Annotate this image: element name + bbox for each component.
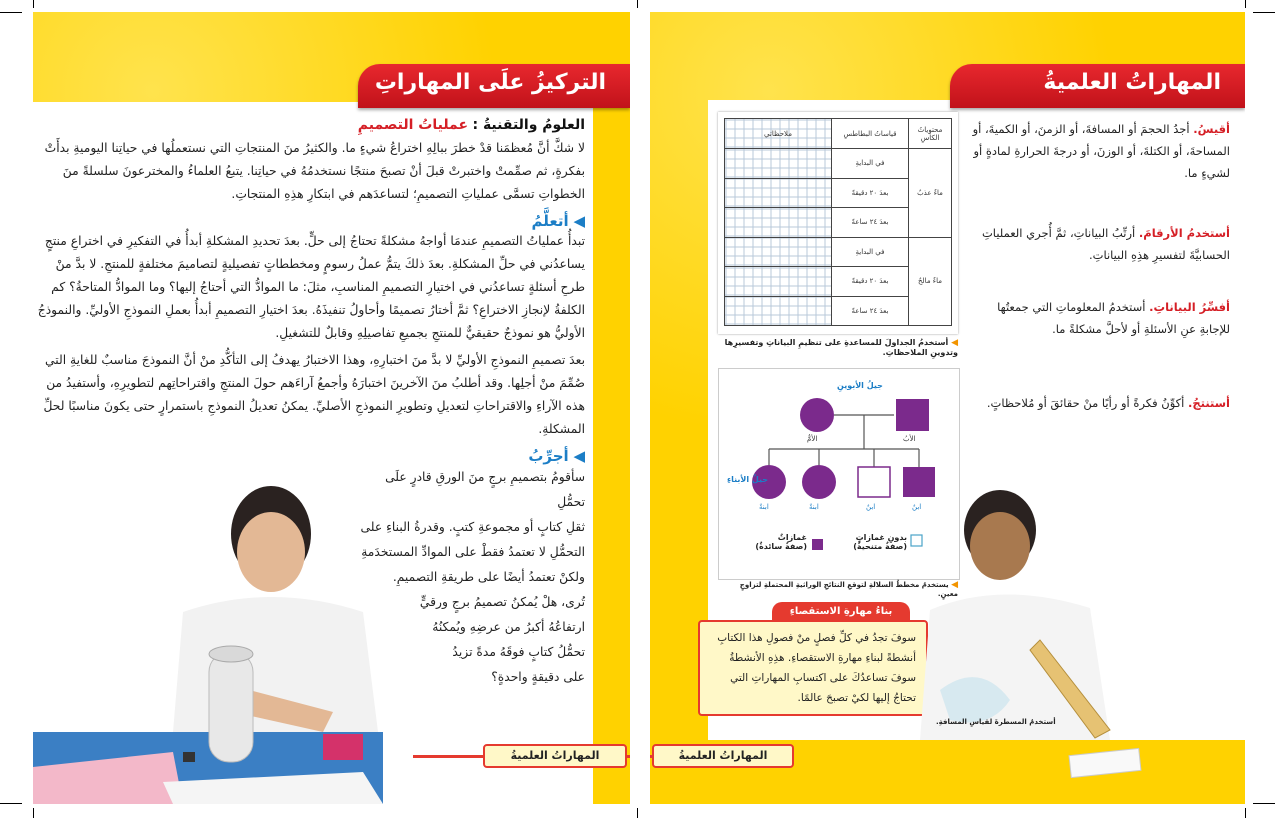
skill-item xyxy=(968,118,1230,222)
try-line: ارتفاعُهُ أكبرُ من عرضِهِ ويُمكنُهُ xyxy=(432,620,585,634)
skill-item xyxy=(968,392,1230,414)
footer-tab xyxy=(483,744,627,768)
table-cell-notes xyxy=(725,149,832,179)
table-header: ملاحظاتي xyxy=(725,119,832,149)
table-cell-notes xyxy=(725,267,832,297)
daughter-symbol xyxy=(802,465,836,499)
data-table xyxy=(724,118,952,326)
table-caption-row xyxy=(718,338,958,357)
mother-symbol xyxy=(800,398,834,432)
build-skill-note xyxy=(698,620,928,716)
try-heading: أجرِّبُ xyxy=(528,447,569,465)
table-cell: بعدَ ٢٤ ساعةً xyxy=(832,296,909,326)
section-heading-main: العلومُ والتقنيةُ : xyxy=(472,117,585,133)
skill-text: أستخدمُ المعلوماتِ التي جمعتُها للإجابةِ عنِ الأسئلةِ أو لأحلَّ مشكلةً ما. xyxy=(997,300,1230,336)
child-label: ابنٌ xyxy=(912,503,922,511)
crop-mark xyxy=(1245,808,1246,818)
try-line: سأقومُ بتصميمِ برجٍ منَ الورقِ قادرٍ علَى تحمُّلِ xyxy=(385,470,585,509)
left-title-bar xyxy=(358,64,630,108)
children-generation-label: جيلُ الأبناءِ xyxy=(727,475,769,484)
crop-mark xyxy=(637,808,638,818)
table-caption: أستخدمُ الجداولَ للمساعدةِ على تنظيمِ البياناتِ وتفسيرِها وتدوينِ الملاحظاتِ. xyxy=(724,338,958,357)
son-symbol xyxy=(858,467,890,497)
data-table-panel xyxy=(718,112,958,334)
parents-generation-label: جيلُ الأبوينِ xyxy=(837,381,883,390)
crop-mark xyxy=(1245,0,1246,8)
build-skill-text: سوفَ تجدُ في كلِّ فصلٍ منْ فصولِ هذا الكتابِ أنشطةً لبناءِ مهارةِ الاستقصاءِ. هذِهِ الأنشطةُ سوفَ تساعدُكَ على اكتسابِ المهاراتِ التي تحتاجُ إليها لكيْ تصبحَ عالمًا. xyxy=(717,632,916,704)
try-line: تحمُّلُ كتابٍ فوقَهُ مدةً تزيدُ xyxy=(452,645,585,659)
right-title-bar xyxy=(950,64,1245,108)
skill-text: أرتِّبُ البياناتِ، ثمَّ أُجري العملياتِ الحسابيَّةَ لتفسيرِ هذِهِ البياناتِ. xyxy=(981,226,1230,262)
crop-mark xyxy=(0,12,22,13)
blue-triangle-icon: ◀ xyxy=(573,447,585,465)
pedigree-caption: يستخدمُ مخططُ السلالةِ لتوقعِ النتائجِ الوراثيةِ المحتملةِ لتزاوجٍ معينٍ. xyxy=(739,581,958,598)
table-cell-notes xyxy=(725,178,832,208)
table-header: محتوياتُ الكأسِ xyxy=(909,119,952,149)
skills-column xyxy=(968,118,1230,414)
blue-triangle-icon: ◀ xyxy=(573,212,585,230)
build-skill-tab xyxy=(772,602,910,622)
learn-heading: أتعلَّمُ xyxy=(531,212,569,230)
father-symbol xyxy=(896,399,929,431)
footer-label: المهاراتُ العلميةُ xyxy=(510,749,600,762)
skill-text: أجدُ الحجمَ أو المسافةَ، أو الزمنَ، أو الكميةَ، أو المساحةَ، أو الكتلةَ، أو الوزنَ، أو درجةَ الحرارةِ لمادةٍ أو لشيءٍ ما. xyxy=(972,122,1230,180)
table-header-row xyxy=(725,119,952,149)
legend-recessive-label: بدونِ غمازاتٍ (صفةٌ متنحيةٌ) xyxy=(853,533,907,551)
skill-item xyxy=(968,222,1230,296)
skill-name: أفسِّرُ البياناتِ. xyxy=(1149,300,1230,314)
table-cell-notes xyxy=(725,237,832,267)
orange-triangle-icon: ◀ xyxy=(951,338,958,348)
table-row xyxy=(725,237,952,267)
try-heading-row xyxy=(33,447,585,465)
photo-caption: أستخدمُ المسطرةَ لقياسِ المسافةِ. xyxy=(936,718,1056,726)
table-cell-notes xyxy=(725,208,832,238)
crop-mark xyxy=(1253,803,1275,804)
mother-label: الأمُّ xyxy=(807,435,818,443)
left-page xyxy=(33,12,630,804)
footer-label: المهاراتُ العلميةُ xyxy=(678,749,768,762)
legend-dominant-swatch xyxy=(812,539,823,550)
footer-tab xyxy=(652,744,794,768)
build-skill-title: بناءُ مهارةِ الاستقصاءِ xyxy=(789,606,893,617)
section-heading-topic: عملياتُ التصميمِ xyxy=(357,117,469,133)
page-title: التركيزُ علَى المهاراتِ xyxy=(374,70,606,95)
table-cell: بعدَ ٢٤ ساعةً xyxy=(832,208,909,238)
learn-paragraph-1: تبدأُ عملياتُ التصميمِ عندمَا أواجهُ مشكلةً تحتاجُ إلى حلٍّ. بعدَ تحديدِ المشكلةِ أبدأُ في التفكيرِ في اختراعِ منتجٍ يساعدُني في حلِّ المشكلةِ. بعدَ ذلكَ يتمُّ عملُ رسومٍ ومخططاتٍ تفصيليةٍ لتصاميمَ مختلفةٍ للمنتجِ. لا بدَّ منْ طرحِ أسئلةٍ تساعدُني في اختيارِ التصميمِ المناسبِ، مثلَ: ما الموادُّ التي أحتاجُ إليها؟ وما الموادُّ المتاحةُ؟ كم الكلفةُ لإنجازِ الاختراعِ؟ ثمَّ أختارُ تصميمًا وأحاولُ تنفيذَهُ. بعدَ اختيارِ التصميمِ أبدأُ بعملِ النموذجِ الأوليِّ. والنموذجُ الأوليُّ هو نموذجٌ حقيقيٌّ للمنتجِ بجميعِ تفاصيلِهِ وقابلٌ للتشغيلِ. xyxy=(37,234,585,340)
table-group-label: ماءٌ مالحٌ xyxy=(909,237,952,326)
skill-name: أقيسُ. xyxy=(1193,122,1230,136)
skill-text: أكوِّنُ فكرةً أو رأيًا منْ حقائقَ أو مُلاحظاتٍ. xyxy=(986,396,1185,410)
table-group-label: ماءٌ عذبٌ xyxy=(909,149,952,238)
father-label: الأبُ xyxy=(903,435,916,443)
boy-measuring-photo xyxy=(920,490,1160,778)
crop-mark xyxy=(0,803,22,804)
table-cell: في البدايةِ xyxy=(832,237,909,267)
intro-paragraph: لا شكَّ أنَّ مُعظمَنا قدْ خطرَ ببالِهِ اختراعُ شيءٍ ما. والكثيرُ منَ المنتجاتِ التي نستعملُها في حياتِنا اليوميةِ بدأَتْ بفكرةٍ، ثم صمِّمتْ واختبرتْ قبلَ أنْ تصبحَ منتجًا نستخدمُهُ في حياتِنا. يتبعُ العلماءُ والمخترعونَ سلسلةً منَ الخطواتِ تسمَّى عملياتِ التصميمِ؛ لتساعدَهم في ابتكارِ هذِهِ المنتجاتِ. xyxy=(44,141,585,201)
table-cell: بعدَ ٢٠ دقيقةً xyxy=(832,178,909,208)
try-line: تُرى، هلْ يُمكنُ تصميمُ برجٍ ورقيٍّ xyxy=(419,595,585,609)
page-title: المهاراتُ العلميةُ xyxy=(1043,70,1221,95)
table-cell: في البدايةِ xyxy=(832,149,909,179)
child-label: ابنةٌ xyxy=(809,503,819,511)
legend-dominant-label: غمازاتٌ (صفةٌ سائدةٌ) xyxy=(755,533,807,551)
learn-paragraph-2: بعدَ تصميمِ النموذجِ الأوليِّ لا بدَّ منَ اختبارِهِ، وهذا الاختبارُ يهدفُ إلى التأكُّدِ منْ أنَّ النموذجَ مناسبٌ للغايةِ التي صُمِّمَ منْ أجلِها. وقد أطلبُ منَ الآخرينَ اختبارَهُ وأجمعُ آراءَهم حولَ المنتجِ واقتراحاتِهم لتطويرِهِ، وأستفيدُ من هذه الآراءِ والاقتراحاتِ لتعديلِ وتطويرِ النموذجِ الأصليِّ. يمكنُ تعديلُ النموذجِ باستمرارٍ حتى يكونَ مناسبًا لحلِّ المشكلةِ. xyxy=(43,353,585,436)
skill-item xyxy=(968,296,1230,392)
skill-name: أستنتجُ. xyxy=(1188,396,1230,410)
crop-mark xyxy=(637,0,638,8)
crop-mark xyxy=(33,808,34,818)
table-row xyxy=(725,149,952,179)
try-line: على دقيقةٍ واحدةٍ؟ xyxy=(491,670,585,684)
try-text xyxy=(355,465,585,690)
crop-mark xyxy=(1253,12,1275,13)
child-label: ابنٌ xyxy=(866,503,876,511)
learn-heading-row xyxy=(33,212,585,230)
try-line: ثقلِ كتابٍ أو مجموعةِ كتبٍ. وقدرةُ البناءِ على xyxy=(360,520,585,534)
try-line: ولكنْ تعتمدُ أيضًا على طريقةِ التصميمِ. xyxy=(392,570,585,584)
right-page xyxy=(650,12,1245,804)
boy-building-tower-photo xyxy=(33,482,383,804)
section-heading xyxy=(33,117,585,133)
boy-ruler-illustration xyxy=(920,490,1160,778)
boy-illustration xyxy=(33,482,383,804)
child-label: ابنةٌ xyxy=(759,503,769,511)
table-header: قياساتُ البطاطسِ xyxy=(832,119,909,149)
crop-mark xyxy=(33,0,34,8)
table-cell: بعدَ ٢٠ دقيقةً xyxy=(832,267,909,297)
table-cell-notes xyxy=(725,296,832,326)
try-line: التحمُّلِ لا تعتمدُ فقطْ على الموادِّ المستخدَمةِ xyxy=(361,545,585,559)
skill-name: أستخدمُ الأرقامَ. xyxy=(1138,226,1230,240)
orange-triangle-icon: ◀ xyxy=(951,580,958,590)
